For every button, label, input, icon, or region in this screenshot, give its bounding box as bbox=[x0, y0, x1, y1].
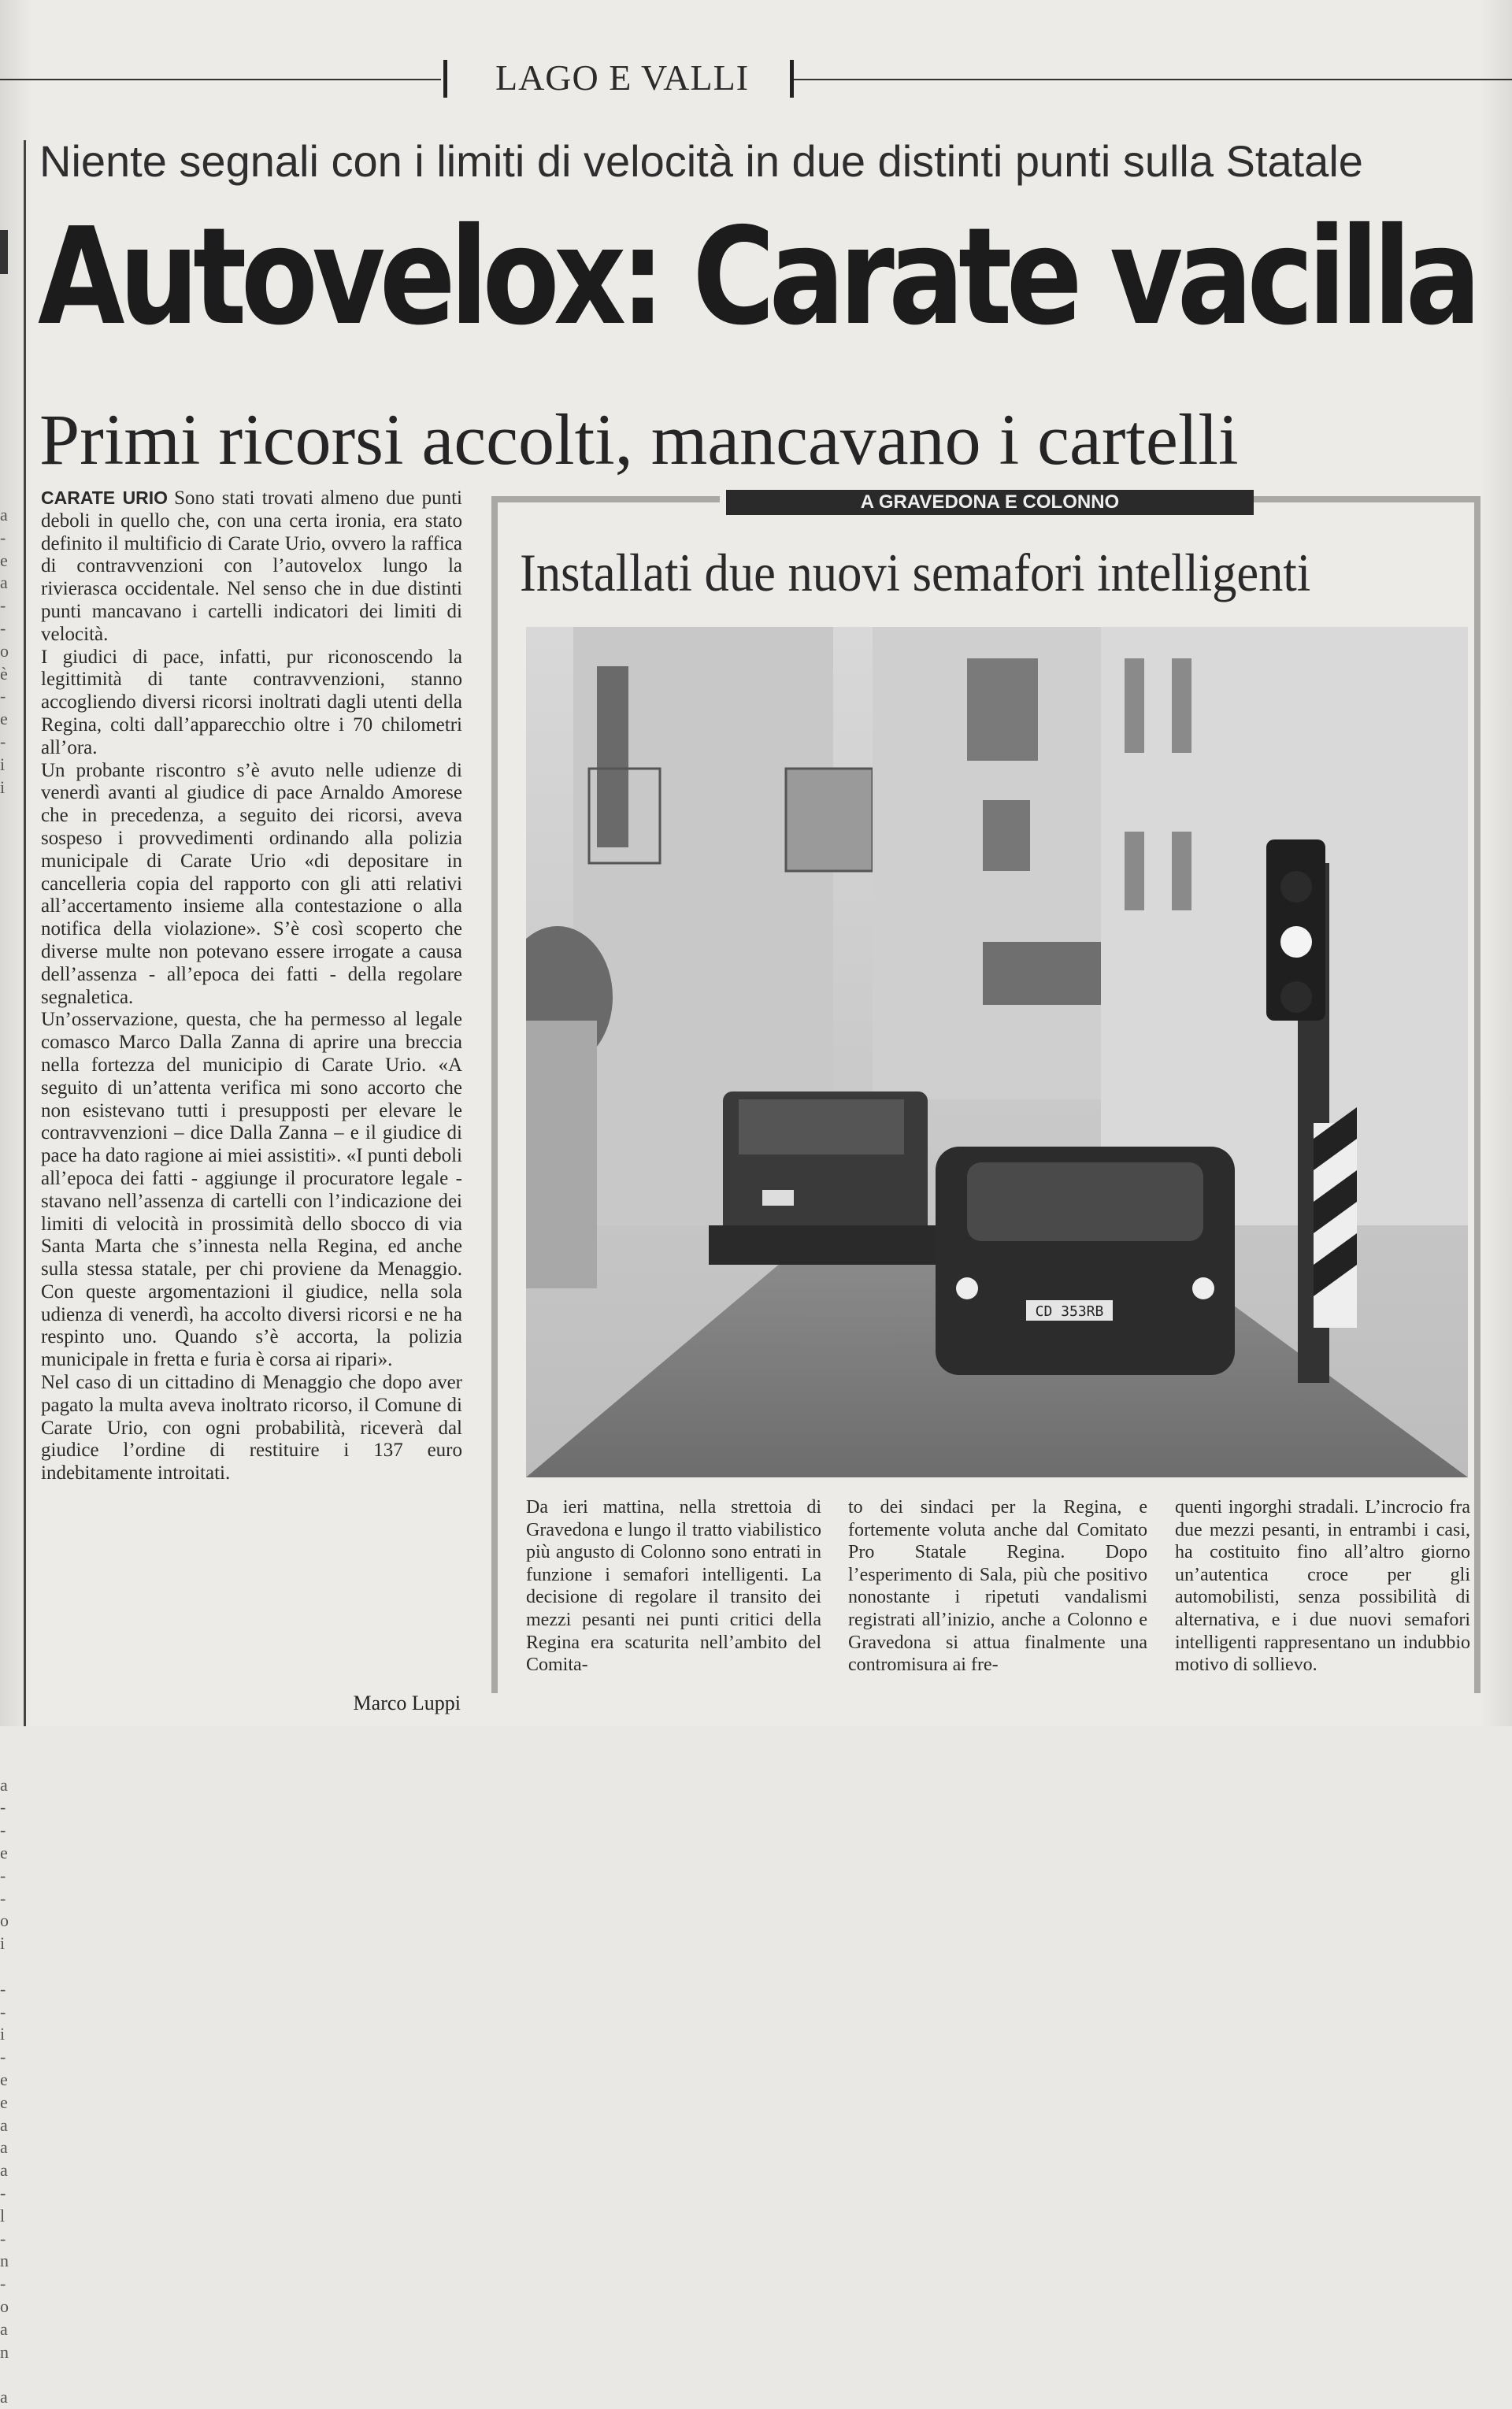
window bbox=[1172, 658, 1191, 753]
fragment-char bbox=[0, 1366, 13, 1388]
fragment-char bbox=[0, 1661, 13, 1684]
fragment-char bbox=[0, 1411, 13, 1434]
box-label: A GRAVEDONA E COLONNO bbox=[726, 490, 1254, 515]
fragment-char bbox=[0, 1502, 13, 1525]
fragment-char: - bbox=[0, 2182, 6, 2203]
fragment-char bbox=[0, 1525, 13, 1547]
window bbox=[1125, 658, 1144, 753]
fragment-char bbox=[0, 1706, 13, 1729]
section-bar-left bbox=[443, 60, 447, 98]
fragment-char bbox=[0, 867, 13, 890]
fragment-char: a bbox=[0, 2160, 8, 2181]
fragment-char: o bbox=[0, 640, 9, 661]
fragment-char: - bbox=[0, 1978, 6, 1999]
fragment-char bbox=[0, 958, 13, 980]
fragment-char bbox=[0, 1117, 13, 1140]
fragment-char bbox=[0, 1615, 13, 1638]
fragment-char: - bbox=[0, 2001, 6, 2022]
window bbox=[1125, 832, 1144, 910]
window bbox=[983, 800, 1030, 871]
fragment-char: o bbox=[0, 1911, 9, 1931]
box-column-2: to dei sindaci per la Regina, e fortemente voluta anche dal Comitato Pro Statale Regina. Dopo l’esperimento di Sala, più che positivo nonostante i ripetuti vandalismi registrati all’inizio, anche a Colonno e Gravedona si attua finalmente una contromisura ai fre- bbox=[848, 1497, 1147, 1676]
box-border-top-left bbox=[491, 496, 720, 502]
box-column-1: Da ieri mattina, nella strettoia di Gravedona e lungo il tratto viabilistico più angusto di Colonno sono entrati in funzione i semafori intelligenti. La decisione di regolare il transito dei mezzi pesanti nei punti critici della Regina era scaturita nell’ambito del Comita- bbox=[526, 1497, 821, 1676]
fragment-char: - bbox=[0, 1865, 6, 1885]
fragment-char: - bbox=[0, 527, 6, 547]
fragment-char: a bbox=[0, 2114, 8, 2135]
fragment-char: a bbox=[0, 2137, 8, 2158]
article-paragraph: CARATE URIO Sono stati trovati almeno due punti deboli in quello che, con una certa ironia, era stato definito il multificio di Carate Urio, ovvero la raffica di contravvenzioni con l’autovelox lungo la rivierasca occidentale. Nel senso che in due distinti punti mancavano i cartelli indicatori dei limiti di velocità. bbox=[41, 487, 462, 645]
window bbox=[967, 658, 1038, 761]
fragment-char: i bbox=[0, 754, 6, 774]
fragment-char bbox=[0, 935, 13, 958]
fragment-char bbox=[0, 1275, 13, 1298]
fragment-char bbox=[0, 1207, 13, 1230]
street-photo bbox=[526, 627, 1468, 1477]
fragment-char bbox=[0, 1683, 13, 1706]
fragment-char bbox=[0, 1547, 13, 1570]
fragment-char bbox=[0, 1592, 13, 1615]
fragment-char: - bbox=[0, 2047, 6, 2067]
fragment-char bbox=[0, 844, 13, 867]
fragment-char bbox=[0, 799, 13, 821]
headline: Autovelox: Carate vacilla bbox=[38, 199, 1476, 355]
fragment-char: a bbox=[0, 505, 8, 524]
fragment-char: - bbox=[0, 1820, 6, 1840]
fragment-char bbox=[0, 912, 13, 935]
fragment-char: e bbox=[0, 2069, 8, 2089]
fragment-char bbox=[0, 821, 13, 844]
fragment-char bbox=[0, 1638, 13, 1661]
fragment-char: a bbox=[0, 2318, 8, 2339]
fragment-char bbox=[0, 1388, 13, 1411]
fragment-char bbox=[0, 890, 13, 913]
fragment-char: e bbox=[0, 2092, 8, 2112]
fragment-char bbox=[0, 1955, 13, 1978]
fragment-char: l bbox=[0, 2205, 6, 2226]
fragment-char: - bbox=[0, 595, 6, 616]
box-border-left bbox=[491, 496, 498, 1693]
fragment-char: è bbox=[0, 663, 8, 684]
window bbox=[1172, 832, 1191, 910]
section-rule-right bbox=[794, 79, 1512, 80]
fragment-char bbox=[0, 1570, 13, 1592]
fragment-char bbox=[0, 2363, 13, 2386]
fragment-char: - bbox=[0, 731, 6, 751]
fragment-char bbox=[0, 1184, 13, 1207]
adjacent-headline-fragment bbox=[0, 230, 8, 274]
fragment-char: a bbox=[0, 573, 8, 593]
box-border-top-right bbox=[1252, 496, 1480, 502]
car bbox=[936, 1147, 1235, 1375]
fragment-char: o bbox=[0, 2296, 9, 2316]
balcony bbox=[786, 769, 873, 871]
wall bbox=[526, 1021, 597, 1288]
fragment-char: e bbox=[0, 550, 8, 570]
pickup-truck bbox=[709, 1091, 937, 1265]
fragment-char: - bbox=[0, 2228, 6, 2248]
fragment-char bbox=[0, 1048, 13, 1071]
article-paragraph: Nel caso di un cittadino di Menaggio che dopo aver pagato la multa aveva inoltrato ricorso, il Comune di Carate Urio, con ogni probabilità, riceverà dal giudice l’ordine di restituire i 137 euro indebitamente introitati. bbox=[41, 1372, 462, 1484]
license-plate: CD 353RB bbox=[1035, 1303, 1104, 1320]
fragment-char: - bbox=[0, 686, 6, 706]
fragment-char bbox=[0, 1434, 13, 1457]
fragment-char bbox=[0, 1343, 13, 1366]
fragment-char bbox=[0, 1729, 13, 1751]
section-title: LAGO E VALLI bbox=[495, 57, 750, 98]
fragment-char: i bbox=[0, 776, 6, 797]
article-paragraph: Un probante riscontro s’è avuto nelle udienze di venerdì avanti al giudice di pace Arnaldo Amorese che in precedenza, a seguito dei ricorsi, aveva sospeso i provvedimenti ordinando alla polizia municipale di Carate Urio «di depositare in cancelleria copia del rapporto con gli atti relativi all’accertamento insieme alla contestazione o alla notifica della violazione». S’è così scoperto che diverse multe non potevano essere irrogate a causa dell’assenza - all’epoca dei fatti - della regolare segnaletica. bbox=[41, 759, 462, 1008]
fragment-char bbox=[0, 1751, 13, 1774]
fragment-char bbox=[0, 1321, 13, 1343]
fragment-char bbox=[0, 980, 13, 1003]
box-column-3: quenti ingorghi stradali. L’incrocio fra due mezzi pesanti, in entrambi i casi, ha costituito fino all’altro giorno un’autentica croce per gli automobilisti, senza possibilità di alternativa, e i due nuovi semafori intelligenti rappresentano un indubbio motivo di sollievo. bbox=[1175, 1497, 1470, 1676]
fragment-char bbox=[0, 1071, 13, 1094]
subheadline: Primi ricorsi accolti, mancavano i cartelli bbox=[39, 399, 1239, 480]
fragment-char: e bbox=[0, 1843, 8, 1863]
fragment-char: - bbox=[0, 617, 6, 638]
fragment-char: - bbox=[0, 2274, 6, 2294]
article-body bbox=[41, 487, 462, 1485]
fragment-char bbox=[0, 1003, 13, 1026]
box-title: Installati due nuovi semafori intelligenti bbox=[520, 543, 1311, 602]
fragment-char: n bbox=[0, 2251, 9, 2271]
fragment-char: - bbox=[0, 1797, 6, 1818]
fragment-char bbox=[0, 1094, 13, 1117]
fragment-char: i bbox=[0, 2024, 6, 2044]
fragment-char bbox=[0, 1162, 13, 1184]
fragment-char: i bbox=[0, 1933, 6, 1954]
column-divider bbox=[24, 140, 26, 1726]
fragment-char: a bbox=[0, 1774, 8, 1795]
article-paragraph: Un’osservazione, questa, che ha permesso al legale comasco Marco Dalla Zanna di aprire una breccia nella fortezza del municipio di Carate Urio. «A seguito di un’attenta verifica mi sono accorto che non esistevano tutti i presupposti per elevare le contravvenzioni – dice Dalla Zanna – e il giudice di pace ha dato ragione ai miei assistiti». «I punti deboli all’epoca dei fatti - aggiunge il procuratore legale - stavano nell’assenza di cartelli con l’indicazione dei limiti di velocità in prossimità dello sbocco di via Santa Marta che s’innesta nella Regina, ed anche sulla stessa statale, per chi proviene da Menaggio. Con queste argomentazioni il giudice, nella sola udienza di venerdì, ha accolto diversi ricorsi e ne ha respinto uno. Quando s’è accorta, la polizia municipale in fretta e furia è corsa ai ripari». bbox=[41, 1009, 462, 1371]
fragment-char: e bbox=[0, 709, 8, 729]
fragment-char: - bbox=[0, 1888, 6, 1908]
article-paragraph: I giudici di pace, infatti, pur riconoscendo la legittimità di tante contravvenzioni, stanno accogliendo diversi ricorsi inoltrati dagli utenti della Regina, colti dall’apparecchio oltre i 70 chilometri all’ora. bbox=[41, 646, 462, 758]
section-rule-left bbox=[0, 79, 441, 80]
kicker: Niente segnali con i limiti di velocità in due distinti punti sulla Statale bbox=[39, 136, 1363, 186]
fragment-char bbox=[0, 1252, 13, 1275]
fragment-char: n bbox=[0, 2341, 9, 2362]
fragment-char bbox=[0, 1025, 13, 1048]
fragment-char: a bbox=[0, 2387, 8, 2407]
box-border-right bbox=[1474, 496, 1480, 1693]
adjacent-column-fragments bbox=[0, 504, 13, 2409]
fragment-char bbox=[0, 1298, 13, 1321]
fragment-char bbox=[0, 1479, 13, 1502]
striped-post bbox=[1314, 1107, 1357, 1328]
fragment-char bbox=[0, 1456, 13, 1479]
dateline: CARATE URIO bbox=[41, 487, 169, 508]
fragment-char bbox=[0, 1139, 13, 1162]
byline: Marco Luppi bbox=[353, 1692, 461, 1714]
fragment-char bbox=[0, 1230, 13, 1253]
shop-window bbox=[983, 942, 1101, 1005]
window bbox=[597, 666, 628, 847]
